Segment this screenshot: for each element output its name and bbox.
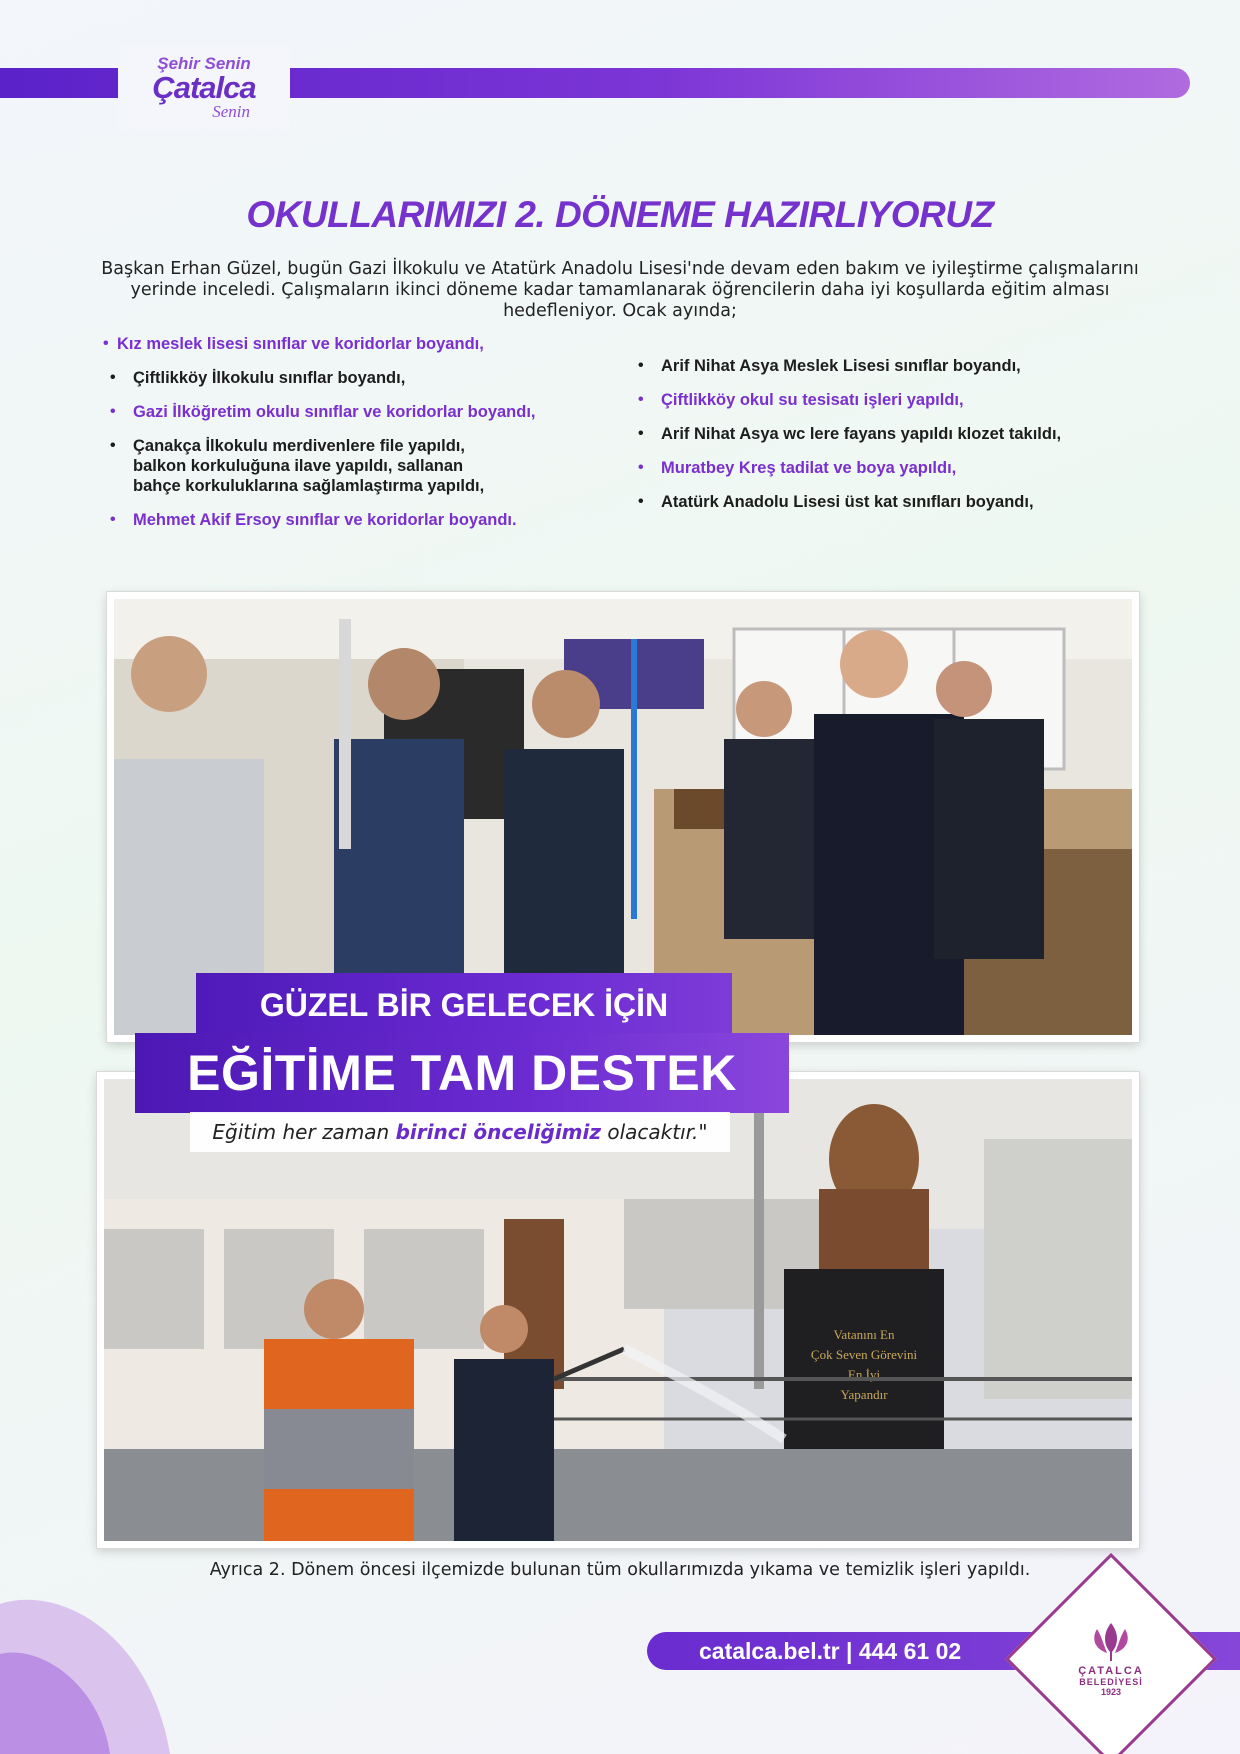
list-item: • Mehmet Akif Ersoy sınıflar ve koridorlar boyandı.: [103, 510, 643, 530]
article-title: OKULLARIMIZI 2. DÖNEME HAZIRLIYORUZ: [246, 194, 994, 235]
sign-line3: En İyi: [847, 1367, 881, 1382]
emblem-line1: ÇATALCA: [1078, 1665, 1144, 1677]
list-item: • Gazi İlköğretim okulu sınıflar ve koridorlar boyandı,: [103, 402, 643, 422]
sign-line4: Yapandır: [840, 1387, 888, 1402]
photo-caption: Ayrıca 2. Dönem öncesi ilçemizde bulunan tüm okullarımızda yıkama ve temizlik işleri yapıldı.: [209, 1560, 1031, 1580]
footer-contact[interactable]: catalca.bel.tr | 444 61 02: [699, 1637, 962, 1664]
list-item: • Atatürk Anadolu Lisesi üst kat sınıfları boyandı,: [631, 492, 1191, 512]
list-item: • Arif Nihat Asya wc lere fayans yapıldı klozet takıldı,: [631, 424, 1191, 444]
list-item: • Kız meslek lisesi sınıflar ve koridorlar boyandı,: [103, 334, 643, 354]
sign-line1: Vatanını En: [833, 1327, 895, 1342]
banner-line2: EĞİTİME TAM DESTEK: [135, 1033, 789, 1113]
right-list: [631, 356, 1191, 512]
classroom-illustration: [114, 599, 1132, 1035]
article-intro: Başkan Erhan Güzel, bugün Gazi İlkokulu ve Atatürk Anadolu Lisesi'nde devam eden bakım ve iyileştirme çalışmalarını yerinde inceledi. Çalışmaların ikinci döneme kadar tamamlanarak öğrencilerin daha iyi koşullarda eğitim alması hedefleniyor. Ocak ayında;: [101, 259, 1139, 321]
quote-text-end: olacaktır.": [607, 1120, 708, 1144]
banner-line1: GÜZEL BİR GELECEK İÇİN: [196, 973, 732, 1037]
emblem-line2: BELEDİYESİ: [1079, 1677, 1143, 1687]
municipality-emblem: [1036, 1584, 1186, 1734]
list-item-continued: bahçe korkuluklarına sağlamlaştırma yapıldı,: [133, 477, 485, 495]
logo-line3: Senin: [212, 101, 250, 121]
list-item: • Çiftlikköy İlkokulu sınıflar boyandı,: [103, 368, 643, 388]
list-item: • Muratbey Kreş tadilat ve boya yapıldı,: [631, 458, 1191, 478]
list-item: • Çiftlikköy okul su tesisatı işleri yapıldı,: [631, 390, 1191, 410]
emblem-year: 1923: [1100, 1687, 1122, 1697]
list-item: • Çanakça İlkokulu merdivenlere file yapıldı,: [103, 436, 643, 456]
left-list: [103, 334, 643, 530]
logo-line1: Şehir Senin: [157, 53, 251, 73]
logo: [118, 44, 290, 130]
banner-quote: [190, 1112, 730, 1152]
tulip-icon: [1083, 1621, 1139, 1661]
sign-line2: Çok Seven Görevini: [810, 1347, 918, 1362]
logo-line2: Çatalca: [152, 69, 256, 105]
list-item: • Arif Nihat Asya Meslek Lisesi sınıflar boyandı,: [631, 356, 1191, 376]
quote-text: Eğitim her zaman: [212, 1120, 390, 1144]
quote-highlight: birinci önceliğimiz: [395, 1120, 602, 1144]
list-item-continued: balkon korkuluğuna ilave yapıldı, sallanan: [133, 457, 464, 475]
